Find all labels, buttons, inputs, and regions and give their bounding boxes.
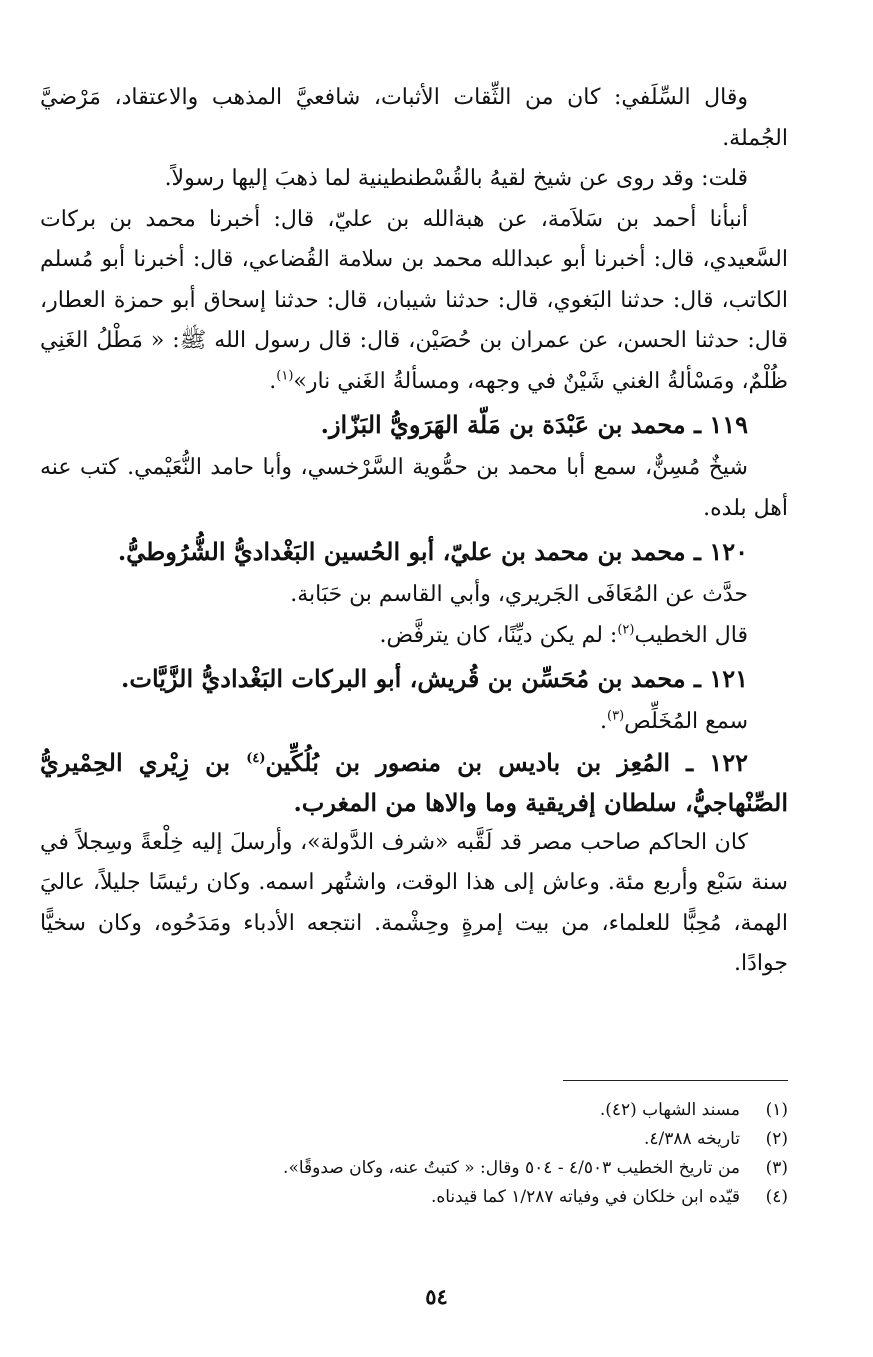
footnote-ref-1[interactable]: (١) <box>276 368 294 384</box>
heading-122-start: ١٢٢ ـ المُعِز بن باديس بن منصور بن بُلُكِّين <box>265 747 748 777</box>
page-number: ٥٤ <box>425 1284 448 1309</box>
footnote-text: قيّده ابن خلكان في وفياته ١/٢٨٧ كما قيدناه. <box>430 1187 740 1207</box>
footnote-text: مسند الشهاب (٤٢). <box>599 1100 740 1120</box>
footnote-number: (٢) <box>765 1129 788 1149</box>
paragraph-120-b <box>40 616 788 657</box>
heard-text: سمع المُخَلِّص <box>624 709 748 734</box>
footnote-ref-2[interactable]: (٢) <box>617 622 635 638</box>
khatib-quote: : لم يكن ديِّنًا، كان يترفَّض. <box>379 622 618 648</box>
paragraph-122: كان الحاكم صاحب مصر قد لَقَّبه «شرف الدَّولة»، وأرسلَ إليه خِلْعةً وسِجلاً في سنة سَبْع وأربع مئة. وعاش إلى هذا الوقت، واشتُهر اسمه. وكان رئيسًا جليلاً، عاليَ الهمة، مُحِبًّا للعلماء، من بيت إمرةٍ وحِشْمة. انتجعه الأدباء ومَدَحُوه، وكان سخيًّا جوادًا. <box>40 829 788 976</box>
entry-heading-119: ١١٩ ـ محمد بن عَبْدَة بن مَلّة الهَرَويُّ البَزّاز. <box>320 410 748 439</box>
entry-heading-121: ١٢١ ـ محمد بن مُحَسِّن بن قُريش، أبو البركات البَغْداديُّ الزَّيَّات. <box>121 664 748 693</box>
footnote-text: من تاريخ الخطيب ٤/٥٠٣ - ٥٠٤ وقال: « كتبتُ عنه، وكان صدوقًا». <box>283 1158 740 1178</box>
heard-end: . <box>600 709 608 734</box>
heading-122-end: بن زِيْري الحِمْيريُّ الصِّنْهاجيُّ، سلطان إفريقية وما والاها من المغرب. <box>40 747 788 817</box>
footnote-item <box>40 1154 788 1183</box>
footnote-item <box>40 1096 788 1125</box>
khatib-label: قال الخطيب <box>634 622 748 648</box>
footnote-ref-3[interactable]: (٣) <box>607 708 625 724</box>
entry-heading-122 <box>40 743 788 823</box>
footnote-divider <box>563 1080 788 1081</box>
footnote-number: (٤) <box>765 1187 788 1207</box>
isnad-end: . <box>269 368 277 394</box>
footnote-number: (٣) <box>765 1158 788 1178</box>
footnote-ref-4[interactable]: (٤) <box>246 750 266 766</box>
paragraph-isnad <box>40 200 788 403</box>
footnotes <box>40 1096 788 1212</box>
paragraph-120-a: حدَّث عن المُعَافَى الجَريري، وأبي القاسم بن حَبَابة. <box>290 582 748 607</box>
paragraph-119: شيخٌ مُسِنٌّ، سمع أبا محمد بن حمُّوية السَّرْخسي، وأبا حامد النُّعَيْمي. كتب عنه أهل بلده. <box>40 455 788 521</box>
paragraph-121 <box>40 702 788 743</box>
main-text <box>40 78 788 985</box>
footnote-number: (١) <box>765 1100 788 1120</box>
paragraph-silafi: وقال السِّلَفي: كان من الثِّقات الأثبات، شافعيَّ المذهب والاعتقاد، مَرْضيَّ الجُملة. <box>40 85 788 151</box>
footnote-text: تاريخه ٤/٣٨٨. <box>643 1129 740 1149</box>
isnad-text: أنبأنا أحمد بن سَلاَمة، عن هبةالله بن عليّ، قال: أخبرنا محمد بن بركات السَّعيدي، قال: أخبرنا أبو عبدالله محمد بن سلامة القُضاعي، قال: أخبرنا أبو مُسلم الكاتب، قال: حدثنا البَغوي، قال: حدثنا شيبان، قال: حدثنا إسحاق أبو حمزة العطار، قال: حدثنا الحسن، عن عمران بن حُصَيْن، قال: قال رسول الله ﷺ: « مَطْلُ الغَنِي ظُلْمٌ، ومَسْألةُ الغني شَيْنٌ في وجهه، ومسألةُ الغَني نار» <box>40 206 788 394</box>
entry-heading-120: ١٢٠ ـ محمد بن محمد بن عليّ، أبو الحُسين البَغْداديُّ الشُّرُوطيُّ. <box>117 537 748 566</box>
paragraph-note: قلت: وقد روى عن شيخ لقيهُ بالقُسْطنطينية لما ذهبَ إليها رسولاً. <box>164 166 748 191</box>
footnote-item <box>40 1183 788 1212</box>
footnote-item <box>40 1125 788 1154</box>
